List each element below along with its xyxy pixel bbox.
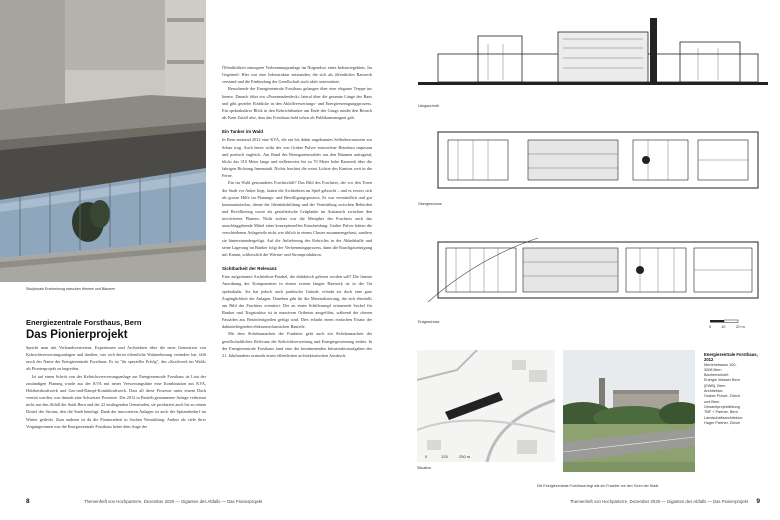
photo-caption: Skulpturale Erscheinung zwischen Himmel und Bäumen (26, 287, 116, 291)
page-number: 8 (26, 498, 30, 505)
facts-line: Murtenstrasse 100, (704, 362, 737, 367)
facts-line: Gesamtprojektleitung (704, 404, 740, 409)
facts-title: Energiezentrale Forsthaus, 2012 (704, 352, 758, 363)
facts-line: Graber Pulver, Zürich (704, 394, 741, 399)
paragraph: Besuchende der Energiezentrale Forsthaus gelangen über eine elegante Treppe ins Innere. Danach führt ein »Promenadendeck« lateral über die gesamte Länge des Baus und gibt gezielte Einblicke in den Abfallverwertungs- und Energieerzeugungsprozess. Ein spektakulärer Blick in den Kehrichtbunker am Ende des Gangs rundet den Besuch ab. Kein Zufall also, dass das Forsthaus bald schon als Publikumsmagnet galt. (222, 86, 372, 121)
text-column-1 (26, 344, 206, 430)
folio-text: Themenheft von Hochparterre, Dezember 2020 — Giganten des Abfalls — Das Pionierprojekt (84, 499, 263, 504)
facts-line: (EWB), Bern (704, 383, 726, 388)
ground-floor-label: Erdgeschoss (418, 320, 440, 324)
paragraph: Eine aufgeräumte Architektur-Parabel, die didaktisch gelesen werden soll? Die lineare Anordnung der Komponenten in einem extrem langen Bauwerk ist in der Tat spektakulär. Sie hat jedoch auch praktische Gründe, erlaubt sie doch eine gute Zugänglichkeit der Anlagen. Daneben gibt für die Materialisierung, die sich ebenfalls am Bild des Frachters orientiert. Der an einen Schiffsrumpf erinnernde Sockel für Bunker und Tragstruktur ist in massivem Ortbeton ausgeführt, während der oberen Fassaden aus Betonfertigteilen gefügt sind. Dies erlaubt einen einfachen Ersatz der dahinterliegenden elektromechanischen Bauteile. (222, 274, 372, 330)
article-headline: Das Pionierprojekt (26, 329, 128, 341)
right-page (390, 0, 780, 520)
facts-line: Bauherrschaft: (704, 373, 729, 378)
site-plan-map (417, 350, 555, 462)
building-photo (0, 0, 206, 282)
paragraph: Spricht man mit Verbandsvertretern, Expertinnen und Architekten über die neue Generation von Kehrichtverwertungsanlagen und darüber, wie sich deren öffentliche Wahrnehmung verändert hat, fällt rasch der Name der Energiezentrale Forsthaus. Es ist "ihr spezieller Erfolg", das »Kraftwerk im Wald« als Pionierprojekt zu begreifen. (26, 345, 206, 372)
folio-right (569, 498, 764, 505)
site-scale-a: 125 (441, 454, 448, 459)
site-scale-zero: 0 (425, 454, 428, 459)
folio-text: Themenheft von Hochparterre, Dezember 2020 — Giganten des Abfalls — Das Pionierprojekt (569, 499, 748, 504)
section-label: Längsschnitt (418, 104, 439, 108)
facts-line: 3008 Bern (704, 367, 722, 372)
section-heading: Ein Tanker im Wald (222, 129, 264, 135)
paragraph: Ein im Wald gestrandetes Frachtschiff? Das Bild des Frachters, der vor den Toren der Stadt vor Anker liegt, hatten die Architekten im Spiel gebracht – und es erwies sich als grosse Hilfe im Planungs- und Bewilligungsprozess. Es war verständlich und gut kommunizierbar, diente der Identitätsbildung und der Vermittlung zwischen Behörden und Bevölkerung sowie als gestalterische Leitplanke im Austausch zwischen den involvierten Planern. Nicht zuletzt war die Metapher des Frachters auch das ausschlaggebende Mittel einer konzeptionellen Entscheidung: Graber Pulver hätten die verschiedenen Anlageteile nicht wie üblich in einem Cluster zusammengefasst, sondern sie hintereinandergefügt. Auf die Anlieferung des Kehrichts in der Abladehalle und seine Lagerung im Bunker folgt der Verbrennungsprozess, dann die Rauchgasreinigung mit Kamin, schliesslich die Wärme- und Stromproduktion. (222, 180, 372, 257)
aerial-photo (563, 350, 695, 472)
scale-mid: 10 (721, 324, 726, 329)
section-heading: Sichtbarkeit der Relevanz (222, 266, 277, 272)
scale-end: 20 m (736, 324, 745, 329)
building-photo-graphic (0, 0, 206, 282)
paragraph: Öffentlichkeit entzogene Verbrennungsanlage im Nirgendwo eines Industriegebiets. Im Gegenteil: Hier war eine Infrastruktur entstanden, die sich als öffentliches Bauwerk verstand und die Einbindung der Gesellschaft auch aktiv unterstützte. (222, 65, 372, 85)
upper-floor-plan-drawing (418, 124, 768, 196)
paragraph: Mit dem Sichtbarmachen der Funktion geht auch ein Sichtbarmachen der gesellschaftlichen Relevanz der Kehrichtverwertung und Energiegewinnung einher. In der Energiezentrale Forsthaus fand eine der bestimmenden Infrastrukturaufgaben des 21. Jahrhunderts erstmals einen öffentlichen architektonischen Ausdruck. (222, 331, 372, 358)
facts-line: Hager Partner, Zürich (704, 420, 741, 425)
scale-bar (708, 318, 758, 330)
longitudinal-section-drawing (418, 14, 768, 96)
facts-line: Energie Wasser Bern (704, 378, 740, 383)
article-kicker: Energiezentrale Forsthaus, Bern (26, 318, 142, 327)
facts-line: Landschaftsarchitektur: (704, 415, 744, 420)
aerial-photo-graphic (563, 350, 695, 472)
facts-line: und Bern (704, 399, 720, 404)
site-label: Situation (417, 466, 432, 470)
site-scale-b: 250 m (459, 454, 471, 459)
aerial-caption: Die Energiezentrale Forsthaus liegt wie ein Frachter vor den Toren der Stadt. (537, 484, 660, 488)
project-facts (704, 352, 768, 426)
page-number: 9 (756, 498, 760, 505)
paragraph: Ist auf einen Schritt von der Kehrichtverwertungsanlage zur Energiezentrale Forsthaus ist Laut der zuständigen Planung wurde aus der KVA mit neuer Verwertungslinie eine Kombination aus KVA, Holzheizkraftwerk und Gas-und-Dampf-Kombikraftwerk. Dass all diese Prozesse unter einem Dach vereint wurden, war damals eine Schweizer Premiere. Die 2012 in Betrieb genommene Anlage verbrennt nicht nur den Abfall der Stadt Bern und der 22 umliegenden Gemeinden, sie produziert auch bis zu einem Drittel des Stroms, den die Stadt benötigt. Dank der innovativen Anlagen ist auch der Spitzenbedarf im Winter gedeckt. Zum anderen ist da die Pionierarbeit in Sachen Vermittlung: Anders als viele ihrer Vorgängerinnen war die Energiezentrale Forsthaus keine dem Auge der (26, 373, 206, 429)
ground-floor-plan-drawing (418, 218, 768, 310)
upper-floor-label: Obergeschoss (418, 202, 442, 206)
scale-zero: 0 (709, 324, 712, 329)
paragraph: In Bern entstand 2012 eine KVA, die ein bis dahin ungekanntes Selbstbewusstsein zur Schau trug. Auch heute wirkt der von Graber Pulver entworfene Betonbau imposant und poetisch zugleich. Am Rand des Bremgartenwaldes aus den Bäumen aufragend, blickt das 310 Meter lange und stellenweise bis zu 70 Meter hohe Bauwerk über die fahrigen Richtung Innenstadt. Nichts leuchtet die rotrot Lichter des Kamins weit in die Ferne. (222, 137, 372, 179)
facts-line: Architektur: (704, 389, 724, 394)
text-column-2 (222, 64, 372, 359)
facts-line: TBF + Partner, Bern (704, 410, 738, 415)
folio-left (26, 498, 263, 505)
